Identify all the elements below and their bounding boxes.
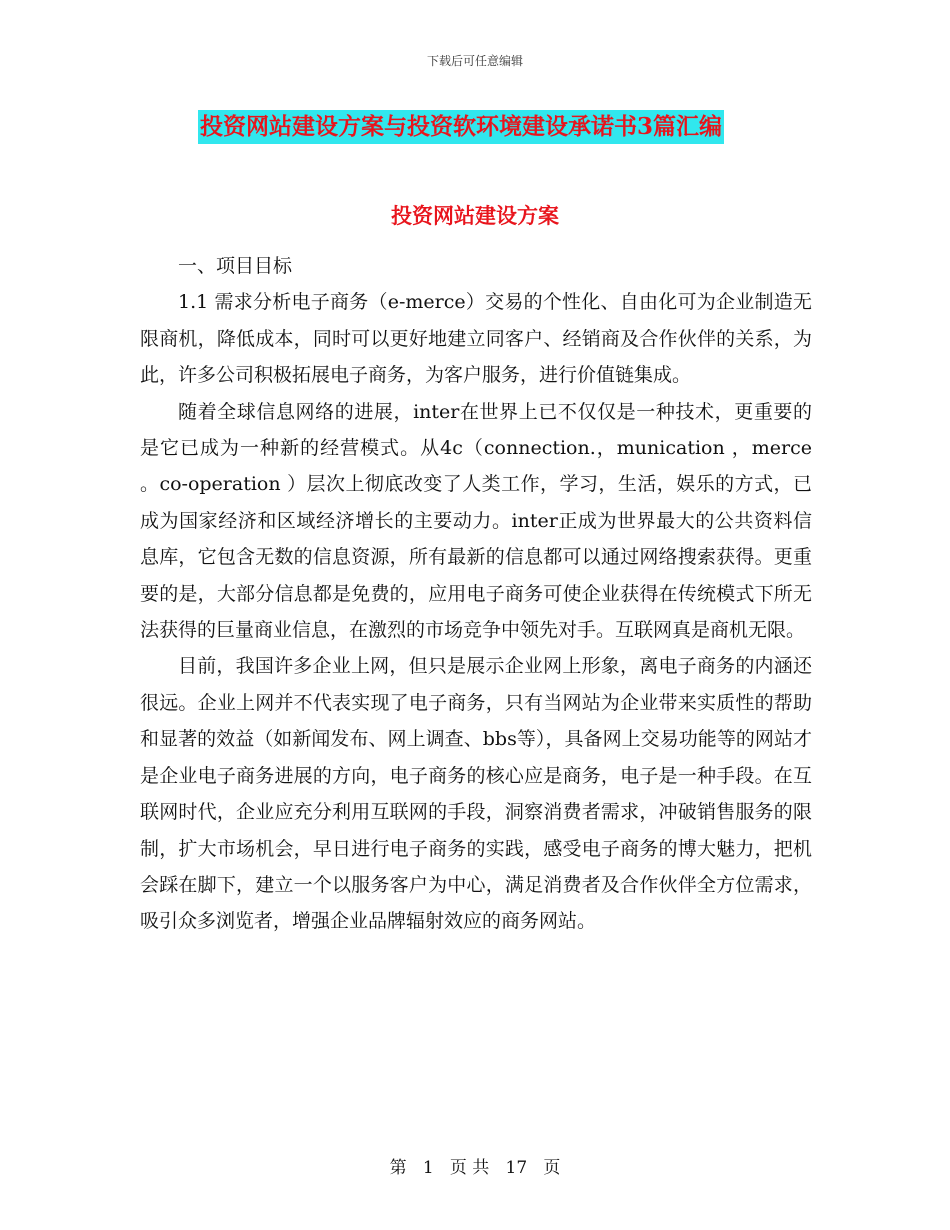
page-footer bbox=[0, 1153, 950, 1178]
header-note: 下载后可任意编辑 bbox=[426, 54, 523, 68]
paragraph: 随着全球信息网络的进展，inter在世界上已不仅仅是一种技术，更重要的是它已成为一种新的经营模式。从4c（connection.，munication ，merce 。co-operation ）层次上彻底改变了人类工作，学习，生活，娱乐的方式，已成为国家经济和区域经济增长的主要动力。inter正成为世界最大的公共资料信息库，它包含无数的信息资源，所有最新的信息都可以通过网络搜索获得。更重要的是，大部分信息都是免费的，应用电子商务可使企业获得在传统模式下所无法获得的巨量商业信息，在激烈的市场竞争中领先对手。互联网真是商机无限。 bbox=[140, 400, 812, 642]
section-title: 投资网站建设方案 bbox=[391, 203, 559, 228]
footer-middle: 页 共 bbox=[449, 1158, 490, 1178]
footer-prefix: 第 bbox=[389, 1158, 407, 1178]
document-title: 投资网站建设方案与投资软环境建设承诺书3篇汇编 bbox=[198, 110, 724, 144]
footer-total-pages: 17 bbox=[505, 1158, 528, 1178]
body-text bbox=[140, 248, 812, 940]
footer-page-number: 1 bbox=[422, 1158, 434, 1178]
footer-suffix: 页 bbox=[543, 1158, 561, 1178]
heading-project-goal: 一、项目目标 bbox=[178, 255, 293, 277]
paragraph: 1.1 需求分析电子商务（e-merce）交易的个性化、自由化可为企业制造无限商机，降低成本，同时可以更好地建立同客户、经销商及合作伙伴的关系，为此，许多公司积极拓展电子商务，为客户服务，进行价值链集成。 bbox=[140, 291, 812, 387]
paragraph: 目前，我国许多企业上网，但只是展示企业网上形象，离电子商务的内涵还很远。企业上网并不代表实现了电子商务，只有当网站为企业带来实质性的帮助和显著的效益（如新闻发布、网上调查、bbs等），具备网上交易功能等的网站才是企业电子商务进展的方向，电子商务的核心应是商务，电子是一种手段。在互联网时代，企业应充分利用互联网的手段，洞察消费者需求，冲破销售服务的限制，扩大市场机会，早日进行电子商务的实践，感受电子商务的博大魅力，把机会踩在脚下，建立一个以服务客户为中心，满足消费者及合作伙伴全方位需求，吸引众多浏览者，增强企业品牌辐射效应的商务网站。 bbox=[140, 655, 812, 933]
